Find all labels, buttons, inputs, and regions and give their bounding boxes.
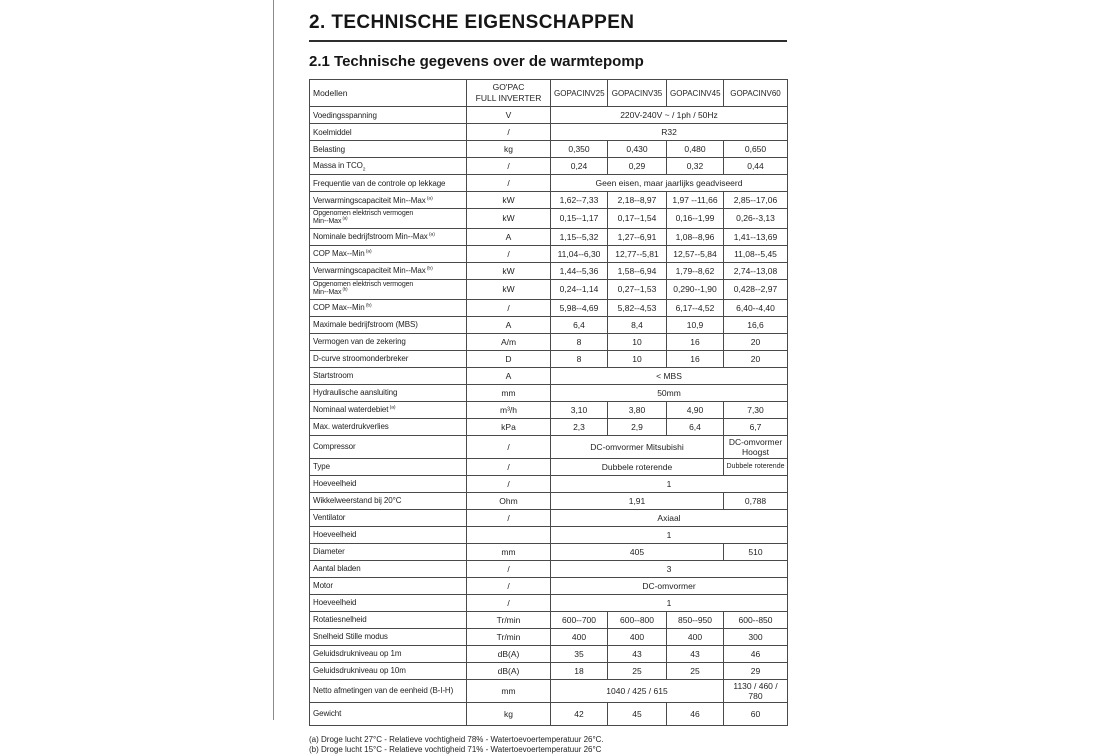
row-unit: D	[467, 350, 551, 367]
cell-value: 46	[724, 645, 788, 662]
table-row	[310, 526, 788, 543]
cell-value: 5,82--4,53	[608, 299, 667, 316]
cell-value: 0,24	[551, 158, 608, 175]
row-unit: mm	[467, 543, 551, 560]
row-label: Wikkelweerstand bij 20°C	[310, 492, 467, 509]
row-label: Belasting	[310, 141, 467, 158]
row-unit: mm	[467, 384, 551, 401]
page-title: 2. TECHNISCHE EIGENSCHAPPEN	[309, 12, 635, 33]
row-unit: A/m	[467, 333, 551, 350]
table-row	[310, 350, 788, 367]
row-unit: kW	[467, 262, 551, 279]
row-label: Voedingsspanning	[310, 107, 467, 124]
table-row	[310, 418, 788, 435]
cell-value: 10	[608, 333, 667, 350]
row-unit: /	[467, 594, 551, 611]
cell-value: 400	[551, 628, 608, 645]
table-row	[310, 333, 788, 350]
row-unit: /	[467, 458, 551, 475]
table-row	[310, 458, 788, 475]
table-row	[310, 611, 788, 628]
row-label: Opgenomen elektrisch vermogen Min--Max $^{(b)}$	[310, 279, 467, 299]
cell-value: 0,17--1,54	[608, 209, 667, 229]
table-row	[310, 679, 788, 702]
table-row	[310, 492, 788, 509]
cell-value: 25	[608, 662, 667, 679]
cell-value: 10	[608, 350, 667, 367]
row-label: Gewicht	[310, 702, 467, 725]
cell-value: 0,428--2,97	[724, 279, 788, 299]
cell-value: R32	[551, 124, 788, 141]
cell-value: 0,29	[608, 158, 667, 175]
cell-value: 1,44--5,36	[551, 262, 608, 279]
header-model-3: GOPACINV45	[667, 80, 724, 107]
cell-value: DC-omvormer	[551, 577, 788, 594]
cell-value: 6,17--4,52	[667, 299, 724, 316]
row-unit: kW	[467, 279, 551, 299]
cell-value: 18	[551, 662, 608, 679]
cell-value: 3	[551, 560, 788, 577]
cell-value: 510	[724, 543, 788, 560]
cell-value: 2,3	[551, 418, 608, 435]
cell-value: 220V-240V ~ / 1ph / 50Hz	[551, 107, 788, 124]
table-row	[310, 435, 788, 458]
row-unit: A	[467, 367, 551, 384]
cell-value: 11,04--6,30	[551, 245, 608, 262]
cell-value: 6,4	[667, 418, 724, 435]
row-label: Netto afmetingen van de eenheid (B-I-H)	[310, 679, 467, 702]
table-row	[310, 245, 788, 262]
cell-value: 1,08--8,96	[667, 228, 724, 245]
cell-value: 1,62--7,33	[551, 192, 608, 209]
cell-value: Geen eisen, maar jaarlijks geadviseerd	[551, 175, 788, 192]
footnote: (b) Droge lucht 15°C - Relatieve vochtigheid 71% - Watertoevoertemperatuur 26°C	[309, 745, 602, 755]
table-row	[310, 384, 788, 401]
cell-value: 16,6	[724, 316, 788, 333]
cell-value: 1	[551, 594, 788, 611]
row-label: Type	[310, 458, 467, 475]
table-row	[310, 175, 788, 192]
cell-value: 5,98--4,69	[551, 299, 608, 316]
cell-value: 60	[724, 702, 788, 725]
row-unit: /	[467, 124, 551, 141]
cell-value: 11,08--5,45	[724, 245, 788, 262]
cell-value: 20	[724, 350, 788, 367]
row-unit: /	[467, 158, 551, 175]
row-label: Hoeveelheid	[310, 526, 467, 543]
cell-value: 0,290--1,90	[667, 279, 724, 299]
table-row	[310, 228, 788, 245]
row-unit: A	[467, 316, 551, 333]
cell-value: 1	[551, 475, 788, 492]
cell-value: 2,85--17,06	[724, 192, 788, 209]
row-unit: Ohm	[467, 492, 551, 509]
row-unit: /	[467, 560, 551, 577]
header-model-4: GOPACINV60	[724, 80, 788, 107]
header-brand	[467, 80, 551, 107]
cell-value: 25	[667, 662, 724, 679]
cell-value: 0,26--3,13	[724, 209, 788, 229]
cell-value: 45	[608, 702, 667, 725]
row-unit: m³/h	[467, 401, 551, 418]
section-subtitle: 2.1 Technische gegevens over de warmtepomp	[309, 53, 644, 70]
cell-value: 0,32	[667, 158, 724, 175]
footnotes	[309, 735, 787, 756]
table-row	[310, 475, 788, 492]
cell-value: 16	[667, 350, 724, 367]
row-unit: kg	[467, 141, 551, 158]
cell-value: 6,7	[724, 418, 788, 435]
table-row	[310, 124, 788, 141]
cell-value: 0,44	[724, 158, 788, 175]
title-underline	[309, 40, 787, 42]
row-label: COP Max--Min $^{(b)}$	[310, 299, 467, 316]
row-label: Motor	[310, 577, 467, 594]
cell-value: 3,80	[608, 401, 667, 418]
cell-value: 600--850	[724, 611, 788, 628]
table-row	[310, 141, 788, 158]
cell-value: 1,41--13,69	[724, 228, 788, 245]
cell-value: 1,15--5,32	[551, 228, 608, 245]
row-label: Geluidsdrukniveau op 10m	[310, 662, 467, 679]
row-label: Massa in $TCO_2$	[310, 158, 467, 175]
cell-value: 8	[551, 350, 608, 367]
table-row	[310, 299, 788, 316]
row-unit: dB(A)	[467, 662, 551, 679]
cell-value: 1,91	[551, 492, 724, 509]
cell-value: 1,27--6,91	[608, 228, 667, 245]
row-label: Max. waterdrukverlies	[310, 418, 467, 435]
row-label: Hydraulische aansluiting	[310, 384, 467, 401]
table-row	[310, 192, 788, 209]
row-label: Opgenomen elektrisch vermogen Min--Max $^{(a)}$	[310, 209, 467, 229]
row-label: D-curve stroomonderbreker	[310, 350, 467, 367]
cell-value: 35	[551, 645, 608, 662]
cell-value: 2,18--8,97	[608, 192, 667, 209]
cell-value: 600--700	[551, 611, 608, 628]
cell-value: 7,30	[724, 401, 788, 418]
table-row	[310, 158, 788, 175]
cell-value: 20	[724, 333, 788, 350]
row-label: Diameter	[310, 543, 467, 560]
cell-value: 3,10	[551, 401, 608, 418]
row-label: Aantal bladen	[310, 560, 467, 577]
cell-value: 400	[667, 628, 724, 645]
row-unit: /	[467, 577, 551, 594]
cell-value: 2,74--13,08	[724, 262, 788, 279]
cell-value: 0,480	[667, 141, 724, 158]
table-row	[310, 279, 788, 299]
row-unit	[467, 526, 551, 543]
cell-value: 0,430	[608, 141, 667, 158]
row-label: Verwarmingscapaciteit Min--Max $^{(a)}$	[310, 192, 467, 209]
row-label: Ventilator	[310, 509, 467, 526]
table-row	[310, 107, 788, 124]
cell-value: 1,79--8,62	[667, 262, 724, 279]
row-label: Geluidsdrukniveau op 1m	[310, 645, 467, 662]
cell-value: 0,15--1,17	[551, 209, 608, 229]
table-row	[310, 662, 788, 679]
cell-value: 8	[551, 333, 608, 350]
cell-value: 10,9	[667, 316, 724, 333]
table-row	[310, 401, 788, 418]
row-unit: Tr/min	[467, 611, 551, 628]
row-unit: /	[467, 435, 551, 458]
row-unit: /	[467, 475, 551, 492]
header-modellen: Modellen	[310, 80, 467, 107]
table-row	[310, 645, 788, 662]
cell-value: 400	[608, 628, 667, 645]
page-left-divider	[273, 0, 274, 720]
cell-value: DC-omvormer Mitsubishi	[551, 435, 724, 458]
cell-value: 46	[667, 702, 724, 725]
cell-value: Axiaal	[551, 509, 788, 526]
table-row	[310, 594, 788, 611]
row-unit: /	[467, 509, 551, 526]
cell-value: 2,9	[608, 418, 667, 435]
footnote: (a) Droge lucht 27°C - Relatieve vochtigheid 78% - Watertoevoertemperatuur 26°C.	[309, 734, 604, 744]
row-label: Nominaal waterdebiet $^{(a)}$	[310, 401, 467, 418]
cell-value: 0,27--1,53	[608, 279, 667, 299]
row-label: Hoeveelheid	[310, 594, 467, 611]
cell-value: 0,350	[551, 141, 608, 158]
cell-value: 50mm	[551, 384, 788, 401]
cell-value: 1	[551, 526, 788, 543]
row-unit: A	[467, 228, 551, 245]
spec-table-body	[310, 107, 788, 726]
row-unit: /	[467, 299, 551, 316]
row-unit: Tr/min	[467, 628, 551, 645]
cell-value: 6,4	[551, 316, 608, 333]
table-header-row	[310, 80, 788, 107]
page-content	[309, 10, 787, 756]
row-label: Rotatiesnelheid	[310, 611, 467, 628]
header-model-1: GOPACINV25	[551, 80, 608, 107]
row-unit: kW	[467, 209, 551, 229]
table-row	[310, 209, 788, 229]
row-label: Koelmiddel	[310, 124, 467, 141]
cell-value: 43	[608, 645, 667, 662]
row-label: Snelheid Stille modus	[310, 628, 467, 645]
cell-value: 405	[551, 543, 724, 560]
cell-value: 0,788	[724, 492, 788, 509]
cell-value: 8,4	[608, 316, 667, 333]
cell-value: < MBS	[551, 367, 788, 384]
row-label: Frequentie van de controle op lekkage	[310, 175, 467, 192]
row-unit: /	[467, 175, 551, 192]
cell-value: 43	[667, 645, 724, 662]
table-row	[310, 367, 788, 384]
cell-value: DC-omvormer Hoogst	[724, 435, 788, 458]
cell-value: 29	[724, 662, 788, 679]
cell-value: Dubbele roterende	[551, 458, 724, 475]
cell-value: 0,650	[724, 141, 788, 158]
row-label: Verwarmingscapaciteit Min--Max $^{(b)}$	[310, 262, 467, 279]
row-unit: /	[467, 245, 551, 262]
cell-value: 600--800	[608, 611, 667, 628]
table-row	[310, 702, 788, 725]
row-label: Compressor	[310, 435, 467, 458]
table-row	[310, 316, 788, 333]
cell-value: 1040 / 425 / 615	[551, 679, 724, 702]
cell-value: 6,40--4,40	[724, 299, 788, 316]
cell-value: 0,24--1,14	[551, 279, 608, 299]
row-label: Vermogen van de zekering	[310, 333, 467, 350]
row-unit: V	[467, 107, 551, 124]
cell-value: 12,77--5,81	[608, 245, 667, 262]
cell-value: 300	[724, 628, 788, 645]
row-unit: mm	[467, 679, 551, 702]
cell-value: 4,90	[667, 401, 724, 418]
cell-value: 850--950	[667, 611, 724, 628]
table-row	[310, 560, 788, 577]
row-label: COP Max--Min $^{(a)}$	[310, 245, 467, 262]
row-label: Nominale bedrijfstroom Min--Max $^{(a)}$	[310, 228, 467, 245]
row-label: Maximale bedrijfstroom (MBS)	[310, 316, 467, 333]
table-row	[310, 577, 788, 594]
row-unit: kPa	[467, 418, 551, 435]
row-unit: dB(A)	[467, 645, 551, 662]
table-row	[310, 628, 788, 645]
brand-line2: FULL INVERTER	[475, 93, 542, 103]
cell-value: 16	[667, 333, 724, 350]
cell-value: 12,57--5,84	[667, 245, 724, 262]
table-row	[310, 262, 788, 279]
row-unit: kg	[467, 702, 551, 725]
brand-line1: GO'PAC	[492, 82, 525, 93]
table-row	[310, 509, 788, 526]
header-model-2: GOPACINV35	[608, 80, 667, 107]
cell-value: 42	[551, 702, 608, 725]
cell-value: 1130 / 460 / 780	[724, 679, 788, 702]
spec-table	[309, 79, 788, 726]
cell-value: Dubbele roterende	[724, 458, 788, 475]
row-label: Hoeveelheid	[310, 475, 467, 492]
row-label: Startstroom	[310, 367, 467, 384]
cell-value: 1,97 --11,66	[667, 192, 724, 209]
cell-value: 1,58--6,94	[608, 262, 667, 279]
table-row	[310, 543, 788, 560]
row-unit: kW	[467, 192, 551, 209]
cell-value: 0,16--1,99	[667, 209, 724, 229]
